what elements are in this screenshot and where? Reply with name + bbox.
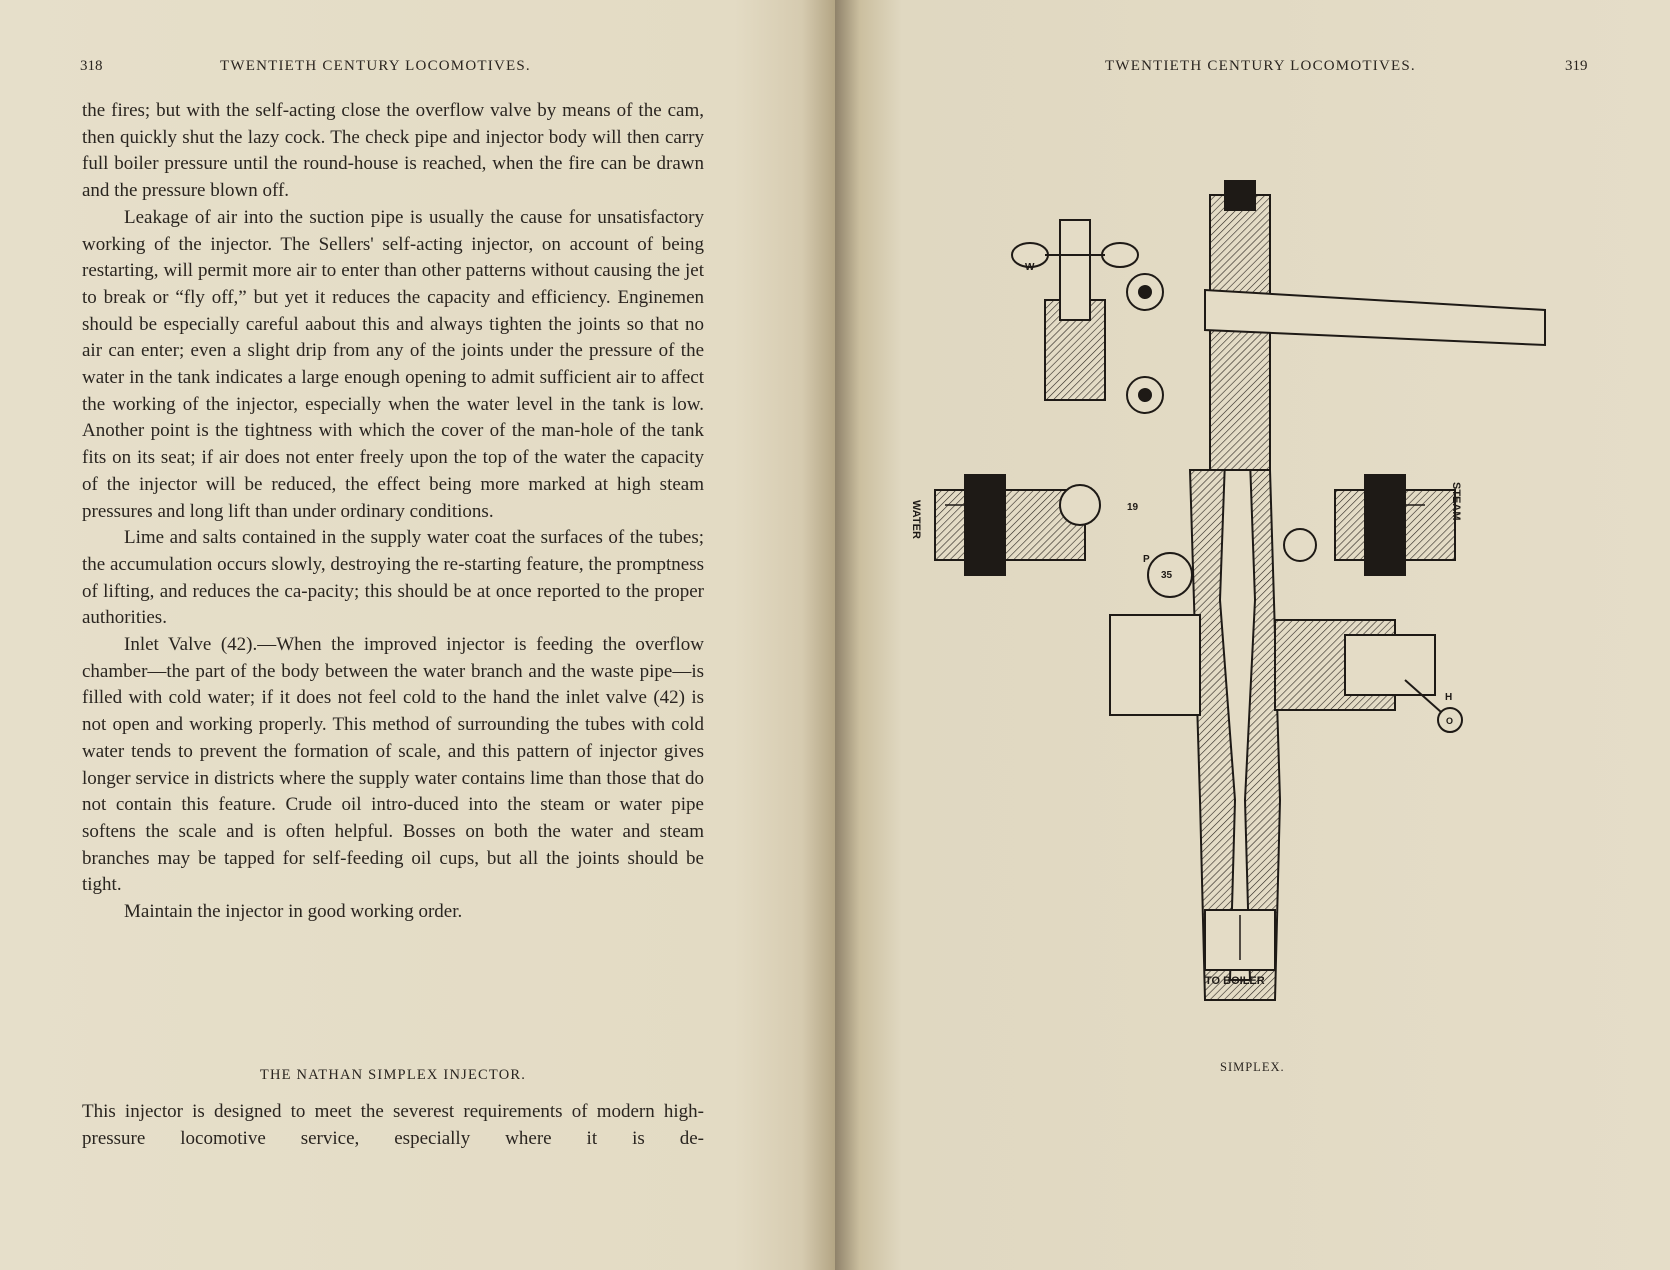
paragraph: Leakage of air into the suction pipe is usually the cause for unsatisfactory working of the injector. The Sellers' self-acting injector, on account of being restarting, will permit more air to enter than other patterns without causing the jet to break or “fly off,” but yet it reduces the capacity and efficiency. Enginemen should be especially careful aabout this and always tighten the joints so that no air can enter; even a slight drip from any of the joints under the pressure of the water in the tank indicates a large enough opening to admit sufficient air to affect the working of the injector, especially when the water level in the tank is low. Another point is the tightness with which the cover of the man-hole of the tank fits on its seat; if air does not enter freely upon the top of the water the capacity of the injector will be reduced, the effect being more marked at high steam pressures and long lift than under ordinary conditions. xyxy=(82,206,704,522)
label-water: WATER xyxy=(910,500,922,539)
paragraph: Lime and salts contained in the supply water coat the surfaces of the tubes; the accumulation occurs slowly, destroying the re-starting feature, the promptness of lifting, and reduces the ca-pacity; this should be at once reported to the proper authorities. xyxy=(82,527,704,629)
right-page xyxy=(835,0,1670,1270)
water-valve-stem xyxy=(1060,220,1090,320)
injector-diagram xyxy=(905,180,1605,1050)
water-port xyxy=(1060,485,1100,525)
label-w: W xyxy=(1025,262,1035,273)
figure-caption: SIMPLEX. xyxy=(1220,1060,1285,1074)
label-steam: STEAM xyxy=(1450,482,1462,521)
label-o: O xyxy=(1446,716,1454,726)
body-text xyxy=(82,98,704,926)
page-number: 319 xyxy=(1565,58,1588,74)
paragraph: the fires; but with the self-acting close the overflow valve by means of the cam, then quickly shut the lazy cock. The check pipe and injector body will then carry full boiler pressure until the round-house is reached, when the fire can be drawn and the pressure blown off. xyxy=(82,100,704,202)
label-19: 19 xyxy=(1127,502,1139,513)
paragraph: This injector is designed to meet the severest requirements of modern high-pressure locomotive service, especially where it is de- xyxy=(82,1101,704,1149)
label-p: P xyxy=(1143,554,1150,565)
label-h: H xyxy=(1445,692,1453,703)
paragraph: Inlet Valve (42).—When the improved injector is feeding the overflow chamber—the part of the body between the water branch and the waste pipe—is filled with cold water; if it does not feel cold to the hand the inlet valve (42) is not open and working properly. This method of surrounding the tubes with cold water tends to prevent the formation of scale, and this pattern of injector gives longer service in districts where the supply water contains lime than those that do not contain this feature. Crude oil intro-duced into the steam or water pipe softens the scale and is often helpful. Bosses on both the water and steam branches may be tapped for self-feeding oil cups, but all the joints should be tight. xyxy=(82,634,704,896)
valve-cap xyxy=(1225,180,1255,210)
overflow-chamber xyxy=(1110,615,1200,715)
section-heading: THE NATHAN SIMPLEX INJECTOR. xyxy=(259,1067,527,1083)
steam-nut xyxy=(1365,475,1405,575)
label-to-boiler: TO BOILER xyxy=(1205,975,1265,987)
page-number: 318 xyxy=(80,58,103,74)
paragraph: Maintain the injector in good working order. xyxy=(124,901,463,923)
running-head: TWENTIETH CENTURY LOCOMOTIVES. xyxy=(220,58,531,74)
label-35: 35 xyxy=(1161,570,1173,581)
water-nut xyxy=(965,475,1005,575)
running-head: TWENTIETH CENTURY LOCOMOTIVES. xyxy=(1105,58,1416,74)
